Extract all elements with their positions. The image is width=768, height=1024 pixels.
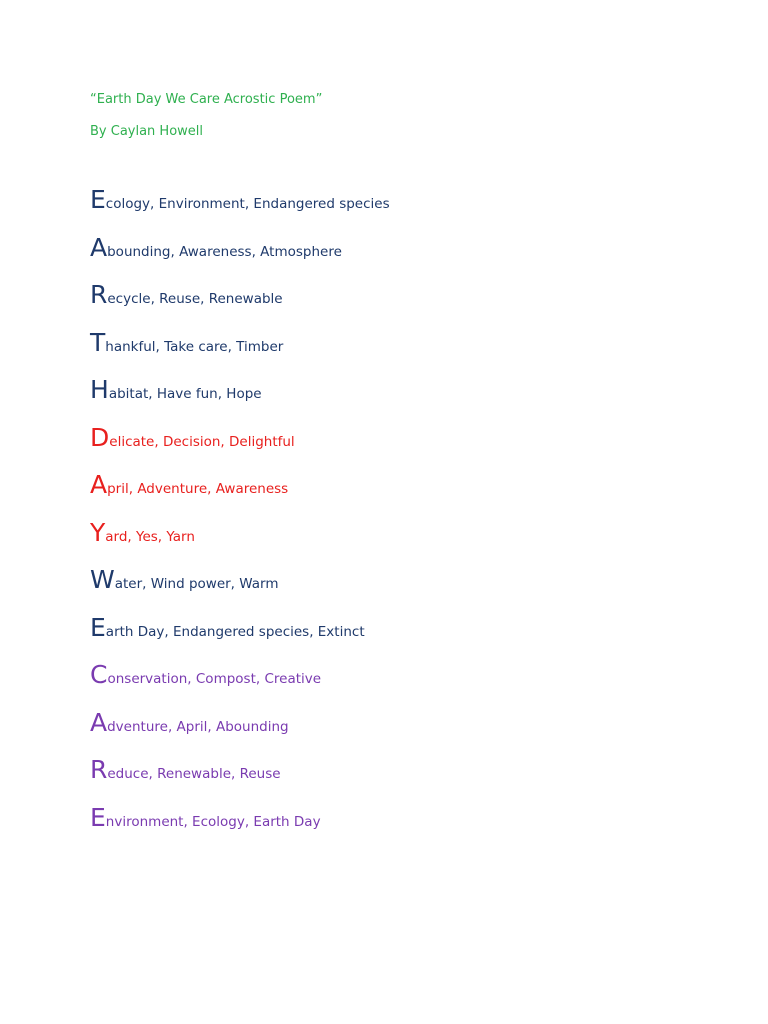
poem-line-initial: E bbox=[90, 612, 106, 642]
poem-line-initial: A bbox=[90, 707, 108, 737]
poem-line bbox=[90, 707, 390, 758]
poem-line-initial: R bbox=[90, 280, 108, 309]
poem-line bbox=[90, 567, 390, 615]
poem-line-text: nvironment, Ecology, Earth Day bbox=[105, 813, 321, 830]
poem-line bbox=[90, 422, 390, 473]
poem-line bbox=[90, 472, 390, 520]
poem-line bbox=[90, 662, 390, 710]
poem-line-initial: H bbox=[90, 375, 109, 404]
poem-line-text: ard, Yes, Yarn bbox=[105, 528, 195, 545]
poem-line bbox=[90, 327, 390, 378]
poem-line-initial: W bbox=[90, 565, 115, 594]
poem-line-text: hankful, Take care, Timber bbox=[105, 338, 284, 355]
poem-line-initial: Y bbox=[90, 517, 106, 547]
poem-line bbox=[90, 232, 390, 283]
poem-line-text: pril, Adventure, Awareness bbox=[107, 481, 289, 497]
poem-title: “Earth Day We Care Acrostic Poem” bbox=[90, 92, 323, 107]
poem-line bbox=[90, 517, 390, 568]
poem-line-initial: D bbox=[90, 422, 110, 452]
poem-line-text: dventure, April, Abounding bbox=[107, 718, 289, 735]
poem-line-text: ater, Wind power, Warm bbox=[114, 576, 279, 592]
poem-line-initial: R bbox=[90, 755, 108, 784]
poem-line-text: abitat, Have fun, Hope bbox=[108, 386, 262, 402]
poem-line-text: arth Day, Endangered species, Extinct bbox=[105, 623, 365, 640]
poem-line-text: cology, Environment, Endangered species bbox=[105, 196, 390, 212]
poem-line bbox=[90, 612, 390, 663]
poem-line-initial: A bbox=[90, 232, 108, 262]
poem-line-text: elicate, Decision, Delightful bbox=[109, 433, 295, 450]
poem-line bbox=[90, 282, 390, 330]
poem-line-initial: E bbox=[90, 185, 106, 214]
poem-line-text: bounding, Awareness, Atmosphere bbox=[107, 243, 342, 260]
poem-line-initial: E bbox=[90, 802, 106, 832]
poem-line-initial: A bbox=[90, 470, 108, 499]
poem-line bbox=[90, 802, 390, 853]
poem-lines bbox=[90, 187, 390, 852]
poem-line-text: onservation, Compost, Creative bbox=[107, 671, 322, 687]
poem-line-initial: C bbox=[90, 660, 108, 689]
poem-line bbox=[90, 377, 390, 425]
poem-line-text: ecycle, Reuse, Renewable bbox=[107, 291, 283, 307]
poem-author: By Caylan Howell bbox=[90, 124, 204, 139]
poem-line-initial: T bbox=[90, 327, 106, 357]
poem-line bbox=[90, 187, 390, 235]
poem-line bbox=[90, 757, 390, 805]
poem-line-text: educe, Renewable, Reuse bbox=[107, 766, 281, 782]
